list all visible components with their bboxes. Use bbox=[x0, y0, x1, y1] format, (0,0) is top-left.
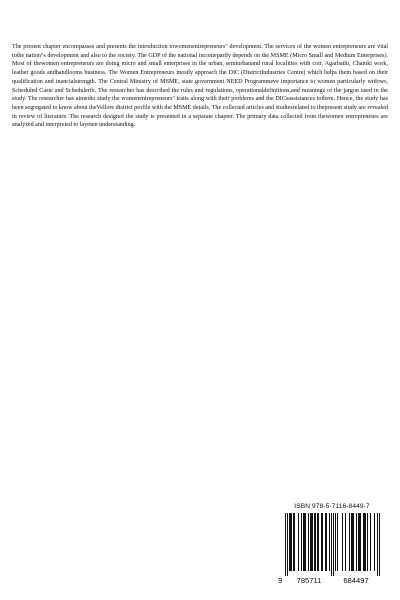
barcode-bar bbox=[329, 513, 330, 571]
barcode-bar bbox=[298, 513, 299, 571]
barcode-left-digits: 785711 bbox=[296, 576, 322, 585]
barcode-bar bbox=[356, 513, 357, 571]
barcode-bar bbox=[310, 513, 313, 571]
barcode-bar bbox=[349, 513, 350, 571]
isbn-barcode-block bbox=[277, 503, 387, 594]
barcode-bar bbox=[317, 513, 319, 571]
barcode-bar bbox=[314, 513, 316, 571]
barcode-bar bbox=[335, 513, 336, 571]
back-cover-blurb: The present chapter encompasses and presents the introduction towomenentrepreneurs" development. The services of the women entrepreneurs are vital tothe nation"s development and also to the society. The GDP of the national incomepartly depends on the MSME (Micro Small and Medium Enterprises). Most of thewomen entrepreneurs are doing micro and small enterprises in the urban, semiurbanand rural localities with coir, Agarbathi, Chamki work, leather goods andhandlooms business. The Women Entrepreneurs mostly approach the DIC (DistrictIndustries Centre) which helps them based on their qualification and inancialstrength. The Central Ministry of MSME, state government NEED Programmeve importance to women particularly widows, Scheduled Caste and Schedulerib. The researcher has described the rules and regulations, operationaldefinitions,and meanings of the jargon used in the study. The researcher has aimedto study the womenentrepreneurs" traits along with their problems and the DICsassistances tothem. Hence, the study has been segregated to know about theVellore district profile with the MSME details. The collected articles and studiesrelated to thepresent study are revealed in review of literature. The research designof the study is presented in a separate chapter. The primary data collected from thewomen entrepreneurs are analyzed and interpreted to laymen understanding. bbox=[12, 44, 388, 129]
isbn-label: ISBN 978-5-7116-8449-7 bbox=[294, 503, 370, 510]
barcode-bar bbox=[358, 513, 361, 571]
barcode-bar bbox=[325, 513, 327, 571]
barcode-bar bbox=[367, 513, 368, 571]
barcode-bar bbox=[321, 513, 323, 571]
barcode-bars bbox=[285, 513, 380, 576]
barcode-bar bbox=[370, 513, 371, 571]
barcode-bar bbox=[308, 513, 309, 571]
barcode-bar bbox=[289, 513, 292, 571]
barcode-bar bbox=[342, 513, 343, 571]
barcode-lead-digit: 9 bbox=[278, 576, 283, 585]
barcode-bar bbox=[351, 513, 354, 571]
barcode-bar bbox=[303, 513, 306, 571]
barcode-guard-bar bbox=[333, 513, 334, 576]
barcode-bar bbox=[345, 513, 346, 571]
barcode-guard-bar bbox=[379, 513, 380, 576]
barcode-bar bbox=[301, 513, 302, 571]
barcode-guard-bar bbox=[331, 513, 332, 576]
barcode-bar bbox=[293, 513, 295, 571]
barcode-guard-bar bbox=[287, 513, 288, 576]
isbn-barcode bbox=[277, 513, 387, 585]
barcode-guard-bar bbox=[285, 513, 286, 576]
barcode-bar bbox=[363, 513, 366, 571]
barcode-right-digits: 684497 bbox=[343, 576, 369, 585]
barcode-bar bbox=[374, 513, 375, 571]
barcode-bar bbox=[337, 513, 338, 571]
barcode-guard-bar bbox=[377, 513, 378, 576]
